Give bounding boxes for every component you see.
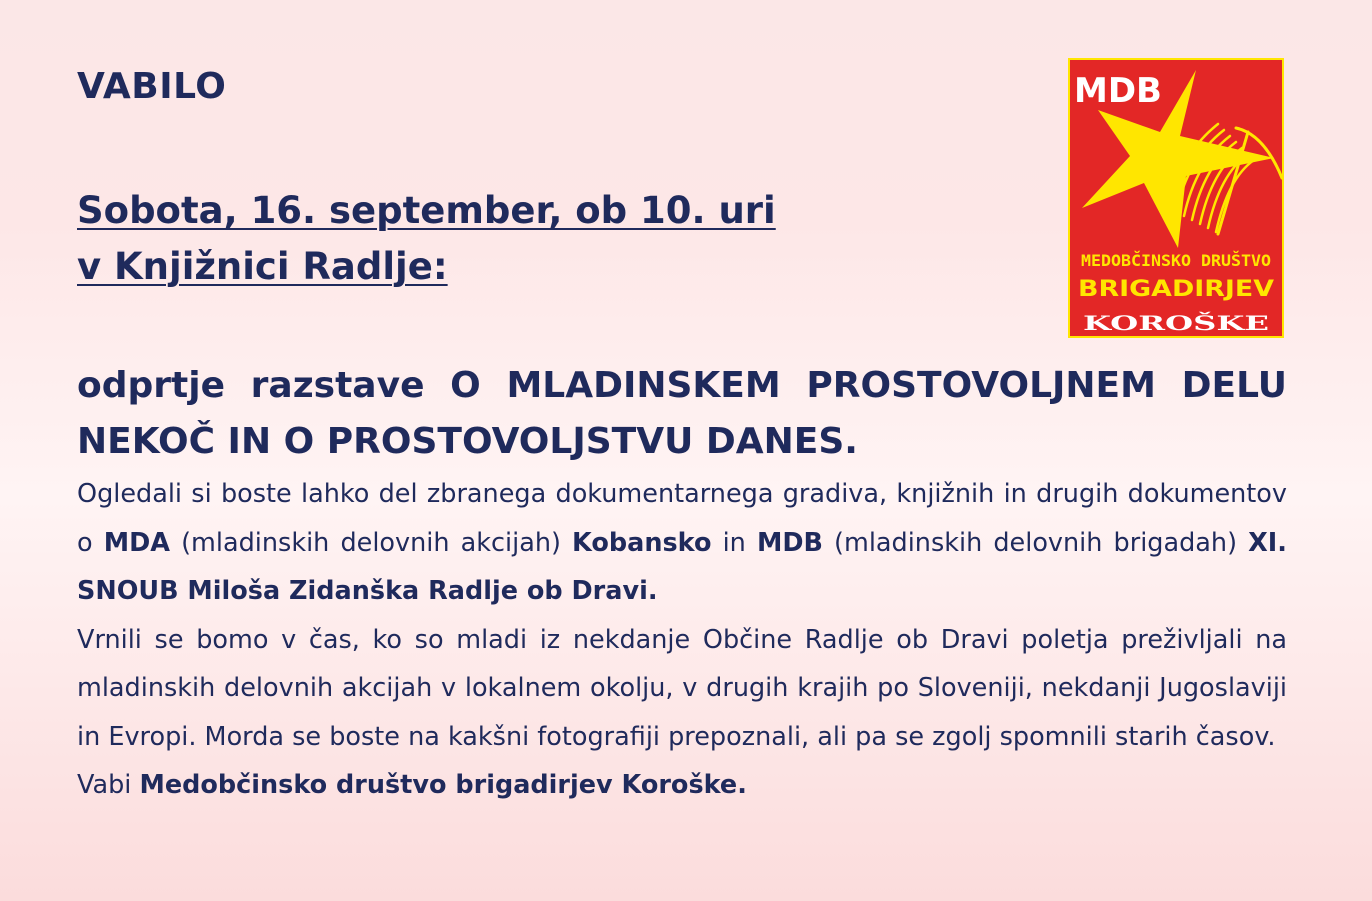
event-date-location: [77, 183, 776, 295]
exhibition-title: [77, 358, 1287, 470]
logo-line2: BRIGADIRJEV: [1078, 277, 1274, 302]
invitation-heading: VABILO: [77, 66, 227, 107]
text-run: Ogledali si boste lahko del zbranega dokumentarnega gradiva, knjižnih in drugih dokumentov o: [77, 479, 1287, 558]
text-run: Vabi: [77, 770, 140, 800]
logo-line1: MEDOBČINSKO DRUŠTVO: [1081, 251, 1271, 270]
paragraph-inviter: [77, 761, 1287, 810]
text-run: (mladinskih delovnih brigadah): [822, 527, 1249, 558]
logo-abbreviation: MDB: [1074, 71, 1162, 111]
event-date: Sobota, 16. september, ob 10. uri: [77, 189, 776, 232]
bold-kobansko: Kobansko: [572, 527, 712, 558]
paragraph-exhibition: [77, 470, 1287, 616]
text-run: (mladinskih delovnih akcijah): [170, 527, 573, 558]
paragraph-memories: Vrnili se bomo v čas, ko so mladi iz nekdanje Občine Radlje ob Dravi poletja preživljali na mladinskih delovnih akcijah v lokalnem okolju, v drugih krajih po Sloveniji, nekdanji Jugoslaviji in Evropi. Morda se boste na kakšni fotografiji prepoznali, ali pa se zgolj spomnili starih časov.: [77, 624, 1287, 752]
invitation-body: [77, 470, 1287, 810]
bold-mdb: MDB: [756, 527, 823, 558]
bold-society-name: Medobčinsko društvo brigadirjev Koroške.: [139, 770, 747, 800]
event-location: v Knjižnici Radlje:: [77, 245, 448, 288]
exhibition-title-line1: odprtje razstave O MLADINSKEM PROSTOVOLJNEM DELU: [77, 365, 1287, 406]
logo-line3: KOROŠKE: [1083, 311, 1199, 335]
exhibition-title-line2: NEKOČ IN O PROSTOVOLJSTVU DANES.: [77, 421, 858, 462]
bold-snoub: XI. SNOUB Miloša Zidanška Radlje ob Dravi.: [77, 527, 1287, 606]
mdb-logo: [1068, 58, 1284, 338]
bold-mda: MDA: [103, 527, 170, 558]
text-run: in: [711, 527, 757, 558]
